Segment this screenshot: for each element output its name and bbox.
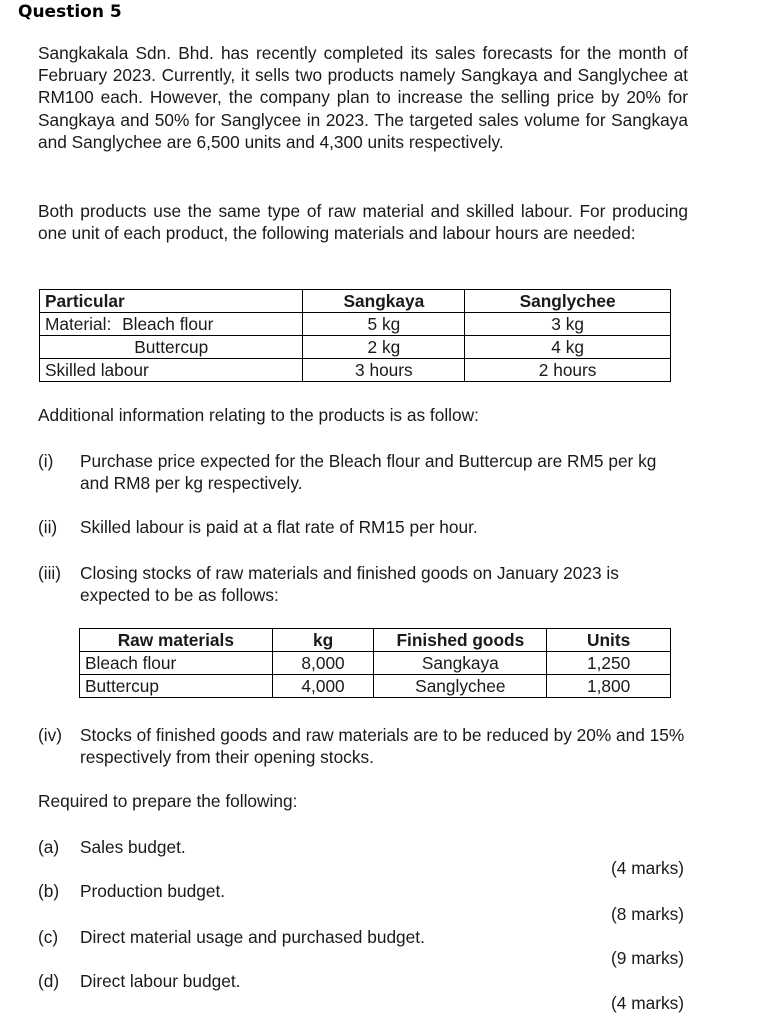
table-cell: 2 kg bbox=[303, 336, 465, 359]
question-heading: Question 5 bbox=[18, 2, 122, 22]
marks-label: (9 marks) bbox=[611, 948, 684, 968]
part-item bbox=[38, 970, 688, 994]
materials-labour-table bbox=[39, 289, 671, 382]
column-header: Units bbox=[547, 629, 671, 652]
column-header: Sangkaya bbox=[303, 290, 465, 313]
closing-stock-table bbox=[79, 628, 671, 698]
marks-label: (4 marks) bbox=[611, 858, 684, 878]
table-cell: 2 hours bbox=[465, 359, 671, 382]
column-header: Particular bbox=[40, 290, 303, 313]
marks-label: (4 marks) bbox=[611, 993, 684, 1013]
part-number: (b) bbox=[38, 881, 60, 901]
table-cell: 1,800 bbox=[547, 675, 671, 698]
table-cell: 3 kg bbox=[465, 313, 671, 336]
material-name: Bleach flour bbox=[122, 313, 214, 334]
part-text: Direct labour budget. bbox=[80, 971, 241, 991]
list-item bbox=[38, 450, 688, 496]
table-cell: 3 hours bbox=[303, 359, 465, 382]
list-item bbox=[38, 562, 688, 608]
part-number: (c) bbox=[38, 927, 59, 947]
material-label: Material: bbox=[45, 313, 112, 334]
intro-paragraph: Sangkakala Sdn. Bhd. has recently completed its sales forecasts for the month of February 2023. Currently, it sells two products namely Sangkaya and Sanglychee at RM100 each. However, the company plan to increase the selling price by 20% for Sangkaya and 50% for Sanglycee in 2023. The targeted sales volume for Sangkaya and Sanglychee are 6,500 units and 4,300 units respectively. bbox=[38, 43, 688, 152]
table-cell: 8,000 bbox=[272, 652, 374, 675]
table-header-row bbox=[40, 290, 671, 313]
part-item bbox=[38, 836, 688, 860]
table-row bbox=[40, 313, 671, 336]
list-item bbox=[38, 724, 688, 770]
part-number: (d) bbox=[38, 971, 60, 991]
table-cell: 1,250 bbox=[547, 652, 671, 675]
row-label bbox=[40, 313, 303, 336]
table-cell: 4 kg bbox=[465, 336, 671, 359]
item-number: (ii) bbox=[38, 517, 58, 537]
item-text: Closing stocks of raw materials and finished goods on January 2023 is expected to be as follows: bbox=[80, 563, 619, 606]
materials-paragraph: Both products use the same type of raw material and skilled labour. For producing one unit of each product, the following materials and labour hours are needed: bbox=[38, 201, 688, 244]
item-number: (i) bbox=[38, 451, 54, 471]
item-text: Stocks of finished goods and raw materials are to be reduced by 20% and 15% respectively from their opening stocks. bbox=[80, 725, 685, 768]
table-cell: 4,000 bbox=[272, 675, 374, 698]
part-text: Production budget. bbox=[80, 881, 226, 901]
table-row bbox=[80, 652, 671, 675]
part-item bbox=[38, 880, 688, 904]
part-text: Direct material usage and purchased budget. bbox=[80, 927, 425, 947]
column-header: Raw materials bbox=[80, 629, 273, 652]
list-item bbox=[38, 516, 688, 540]
table-header-row bbox=[80, 629, 671, 652]
table-cell: Sangkaya bbox=[374, 652, 547, 675]
column-header: kg bbox=[272, 629, 374, 652]
required-text: Required to prepare the following: bbox=[38, 791, 298, 811]
table-cell: Buttercup bbox=[80, 675, 273, 698]
item-number: (iv) bbox=[38, 725, 62, 745]
additional-info-text: Additional information relating to the products is as follow: bbox=[38, 405, 479, 425]
item-number: (iii) bbox=[38, 563, 62, 583]
part-text: Sales budget. bbox=[80, 837, 186, 857]
table-row bbox=[80, 675, 671, 698]
column-header: Finished goods bbox=[374, 629, 547, 652]
row-label: Skilled labour bbox=[40, 359, 303, 382]
column-header: Sanglychee bbox=[465, 290, 671, 313]
table-cell: 5 kg bbox=[303, 313, 465, 336]
part-item bbox=[38, 926, 688, 950]
marks-label: (8 marks) bbox=[611, 904, 684, 924]
required-line bbox=[38, 790, 688, 812]
table-row bbox=[40, 336, 671, 359]
part-number: (a) bbox=[38, 837, 60, 857]
row-label: Buttercup bbox=[40, 336, 303, 359]
table-row bbox=[40, 359, 671, 382]
item-text: Purchase price expected for the Bleach flour and Buttercup are RM5 per kg and RM8 per kg respectively. bbox=[80, 451, 657, 494]
additional-info-line bbox=[38, 404, 688, 426]
item-text: Skilled labour is paid at a flat rate of RM15 per hour. bbox=[80, 517, 478, 537]
table-cell: Sanglychee bbox=[374, 675, 547, 698]
table-cell: Bleach flour bbox=[80, 652, 273, 675]
